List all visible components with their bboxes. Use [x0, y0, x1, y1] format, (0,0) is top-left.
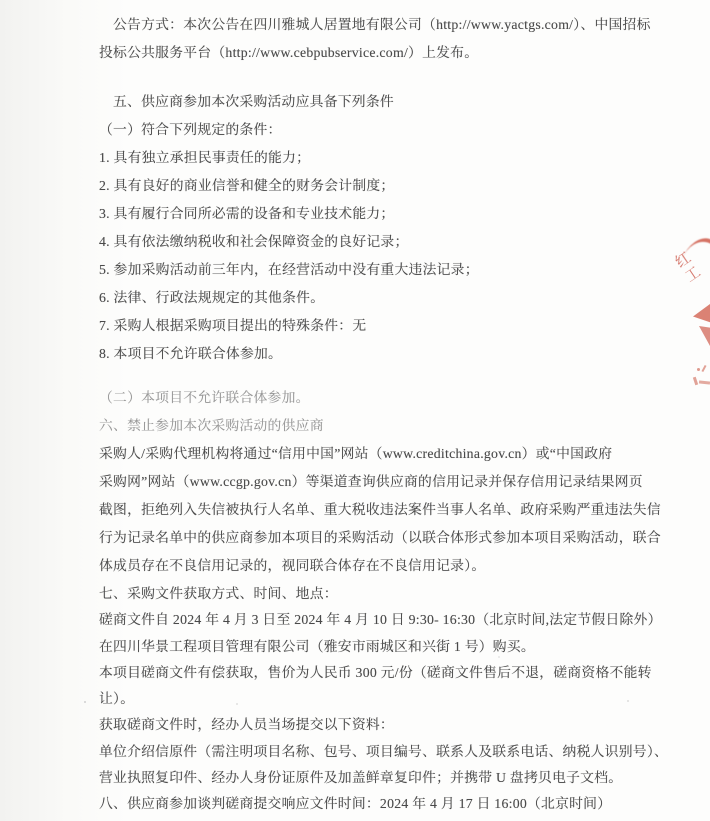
document-line: （二）本项目不允许联合体参加。: [99, 390, 310, 405]
red-seal-speck: [697, 368, 700, 371]
document-line: 让）。: [99, 691, 135, 707]
document-line: 投标公共服务平台（http://www.cebpubservice.com/）上发布。: [99, 45, 479, 60]
scan-speck: [627, 700, 629, 702]
document-line: 六、禁止参加本次采购活动的供应商: [99, 418, 324, 433]
document-line: 4. 具有依法缴纳税收和社会保障资金的良好记录；: [99, 234, 409, 249]
document-line: 行为记录名单中的供应商参加本项目的采购活动（以联合体形式参加本项目采购活动，联合: [99, 530, 661, 545]
document-line: 1. 具有独立承担民事责任的能力；: [99, 150, 311, 165]
document-line: 七、采购文件获取方式、时间、地点：: [99, 586, 338, 601]
document-line: 5. 参加采购活动前三年内，在经营活动中没有重大违法记录；: [99, 262, 479, 277]
scan-speck: [236, 703, 238, 705]
red-seal-speck: [699, 380, 710, 384]
document-line: 8. 本项目不允许联合体参加。: [99, 346, 283, 361]
document-line: 体成员存在不良信用记录的，视同联合体存在不良信用记录）。: [99, 558, 486, 573]
document-line: 采购人/采购代理机构将通过“信用中国”网站（www.creditchina.gov.cn）或“中国政府: [99, 446, 613, 461]
document-line: 获取磋商文件时，经办人员当场提交以下资料：: [99, 717, 394, 733]
blank-line: [99, 71, 644, 92]
red-seal-text-fragment: 红工: [670, 249, 704, 288]
document-line: 五、供应商参加本次采购活动应具备下列条件: [113, 94, 394, 109]
red-seal-speck: [693, 377, 698, 386]
red-seal-speck: [701, 365, 706, 372]
document-body: [99, 15, 669, 821]
document-line: 磋商文件自 2024 年 4 月 3 日至 2024 年 4 月 10 日 9:30- 16:30（北京时间,法定节假日除外）: [99, 612, 662, 628]
document-line: 八、供应商参加谈判磋商提交响应文件时间：2024 年 4 月 17 日 16:00（北京时间）: [99, 796, 612, 812]
document-line: 截图，拒绝列入失信被执行人名单、重大税收违法案件当事人名单、政府采购严重违法失信: [99, 502, 661, 517]
document-line: 本项目磋商文件有偿获取，售价为人民币 300 元/份（磋商文件售后不退，磋商资格不能转: [99, 664, 652, 680]
red-seal-star-fragment: [699, 326, 710, 346]
document-line: （一）符合下列规定的条件：: [99, 122, 282, 137]
red-seal-star-fragment: [693, 304, 710, 328]
document-line: 采购网”网站（www.ccgp.gov.cn）等渠道查询供应商的信用记录并保存信用记录结果网页: [99, 474, 643, 489]
document-line: 2. 具有良好的商业信誉和健全的财务会计制度；: [99, 178, 395, 193]
document-line: 在四川华景工程项目管理有限公司（雅安市雨城区和兴街 1 号）购买。: [99, 638, 535, 654]
document-line: 6. 法律、行政法规规定的其他条件。: [99, 290, 325, 305]
blank-line: [99, 372, 644, 388]
document-line: 公告方式：本次公告在四川雅城人居置地有限公司（http://www.yactgs.com/）、中国招标: [113, 17, 651, 32]
scan-speck: [498, 656, 500, 658]
scan-speck: [84, 701, 86, 703]
document-line: 营业执照复印件、经办人身份证原件及加盖鲜章复印件；并携带 U 盘拷贝电子文档。: [99, 770, 623, 786]
document-line: 单位介绍信原件（需注明项目名称、包号、项目编号、联系人及联系电话、纳税人识别号）、: [99, 743, 669, 759]
document-line: 7. 采购人根据采购项目提出的特殊条件：无: [99, 318, 367, 333]
document-line: 3. 具有履行合同所必需的设备和专业技术能力；: [99, 206, 395, 221]
